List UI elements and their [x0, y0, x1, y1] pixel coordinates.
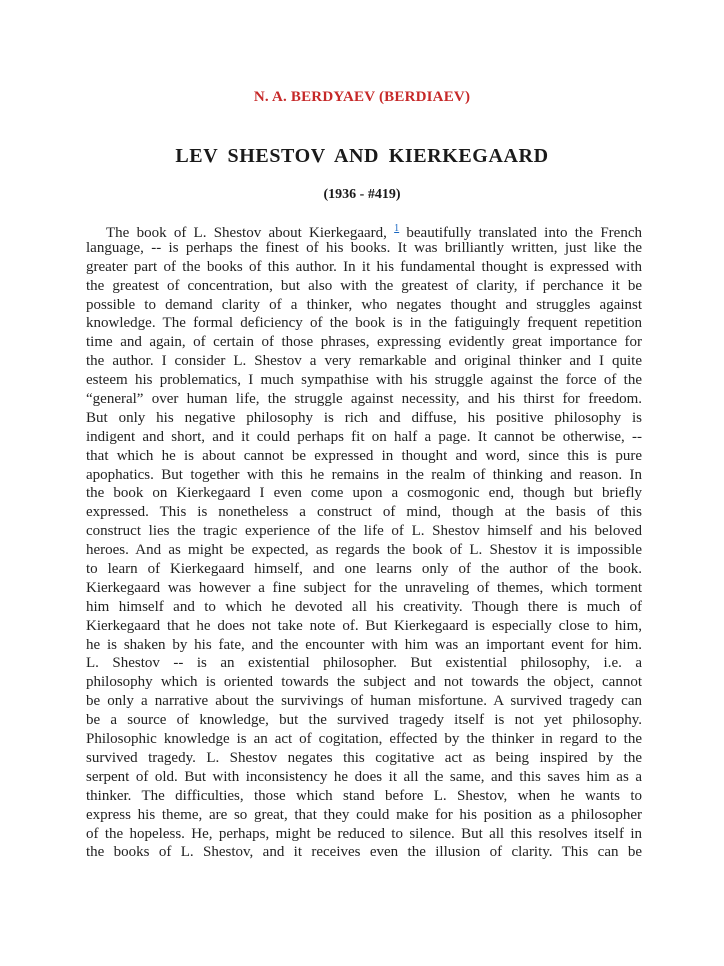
text-span: beautifully translated into the French — [399, 225, 642, 241]
text-line: apophatics. But together with this he remains in the realm of thinking and reason. In — [86, 466, 642, 483]
text-line: language, -- is perhaps the finest of his books. It was brilliantly written, just like the — [86, 239, 642, 256]
body-paragraph — [86, 220, 642, 862]
text-line: the books of L. Shestov, and it receives even the illusion of clarity. This can be — [86, 844, 642, 861]
text-line: Kierkegaard that he does not take note of. But Kierkegaard is especially close to him, — [86, 617, 642, 634]
text-line: expressed. This is nonetheless a construct of mind, though at the basis of this — [86, 504, 642, 521]
dateline: (1936 - #419) — [323, 187, 401, 202]
text-line: of the hopeless. He, perhaps, might be reduced to silence. But all this resolves itself in — [86, 825, 642, 842]
text-line: knowledge. The formal deficiency of the book is in the fatiguingly frequent repetition — [86, 315, 642, 332]
text-line: that which he is about cannot be expressed in thought and word, since this is pure — [86, 447, 642, 464]
author-heading: N. A. BERDYAEV (BERDIAEV) — [253, 89, 471, 105]
text-line: indigent and short, and it could perhaps fit on half a page. It cannot be otherwise, -- — [86, 428, 642, 445]
text-line: construct lies the tragic experience of the life of L. Shestov himself and his beloved — [86, 523, 642, 540]
text-line: possible to demand clarity of a thinker, who negates thought and struggles against — [86, 296, 642, 313]
text-line: him himself and to which he devoted all his creativity. Though there is much of — [86, 598, 642, 615]
text-line: be a source of knowledge, but the survived tragedy itself is not yet philosophy. — [86, 712, 642, 729]
text-line: the author. I consider L. Shestov a very remarkable and original thinker and I quite — [86, 353, 642, 370]
text-line: the book on Kierkegaard I even come upon a cosmogonic end, though but briefly — [86, 485, 642, 502]
page-title: LEV SHESTOV AND KIERKEGAARD — [175, 145, 549, 167]
text-line: heroes. And as might be expected, as regards the book of L. Shestov it is impossible — [86, 542, 642, 559]
text-line: greater part of the books of this author. In it his fundamental thought is expressed with — [86, 258, 642, 275]
text-line: philosophy which is oriented towards the subject and not towards the object, cannot — [86, 674, 642, 691]
text-line: Philosophic knowledge is an act of cogitation, effected by the thinker in regard to the — [86, 731, 642, 748]
text-line: he is shaken by his fate, and the encounter with him was an important event for him. — [86, 636, 642, 653]
text-span: The book of L. Shestov about Kierkegaard, — [106, 225, 395, 241]
text-line: “general” over human life, the struggle against necessity, and his thirst for freedom. — [86, 391, 642, 408]
text-line: the greatest of concentration, but also with the greatest of clarity, if perchance it be — [86, 277, 642, 294]
text-line: be only a narrative about the survivings of human misfortune. A survived tragedy can — [86, 693, 642, 710]
text-line — [86, 220, 642, 239]
text-line: serpent of old. But with inconsistency he does it all the same, and this saves him as a — [86, 768, 642, 785]
text-line: to learn of Kierkegaard himself, and one learns only of the author of the book. — [86, 561, 642, 578]
text-line: L. Shestov -- is an existential philosopher. But existential philosophy, i.e. a — [86, 655, 642, 672]
text-line: thinker. The difficulties, those which stand before L. Shestov, when he wants to — [86, 787, 642, 804]
text-line: time and again, of certain of those phrases, expressing evidently great importance for — [86, 334, 642, 351]
text-line: But only his negative philosophy is rich and diffuse, his positive philosophy is — [86, 409, 642, 426]
text-line: esteem his problematics, I much sympathise with his struggle against the force of the — [86, 372, 642, 389]
text-line: Kierkegaard was however a fine subject for the unraveling of themes, which torment — [86, 579, 642, 596]
footnote-link[interactable]: 1 — [394, 223, 400, 234]
text-line: survived tragedy. L. Shestov negates this cogitative act as being inspired by the — [86, 749, 642, 766]
text-line: express his theme, are so great, that they could make for his position as a philosopher — [86, 806, 642, 823]
